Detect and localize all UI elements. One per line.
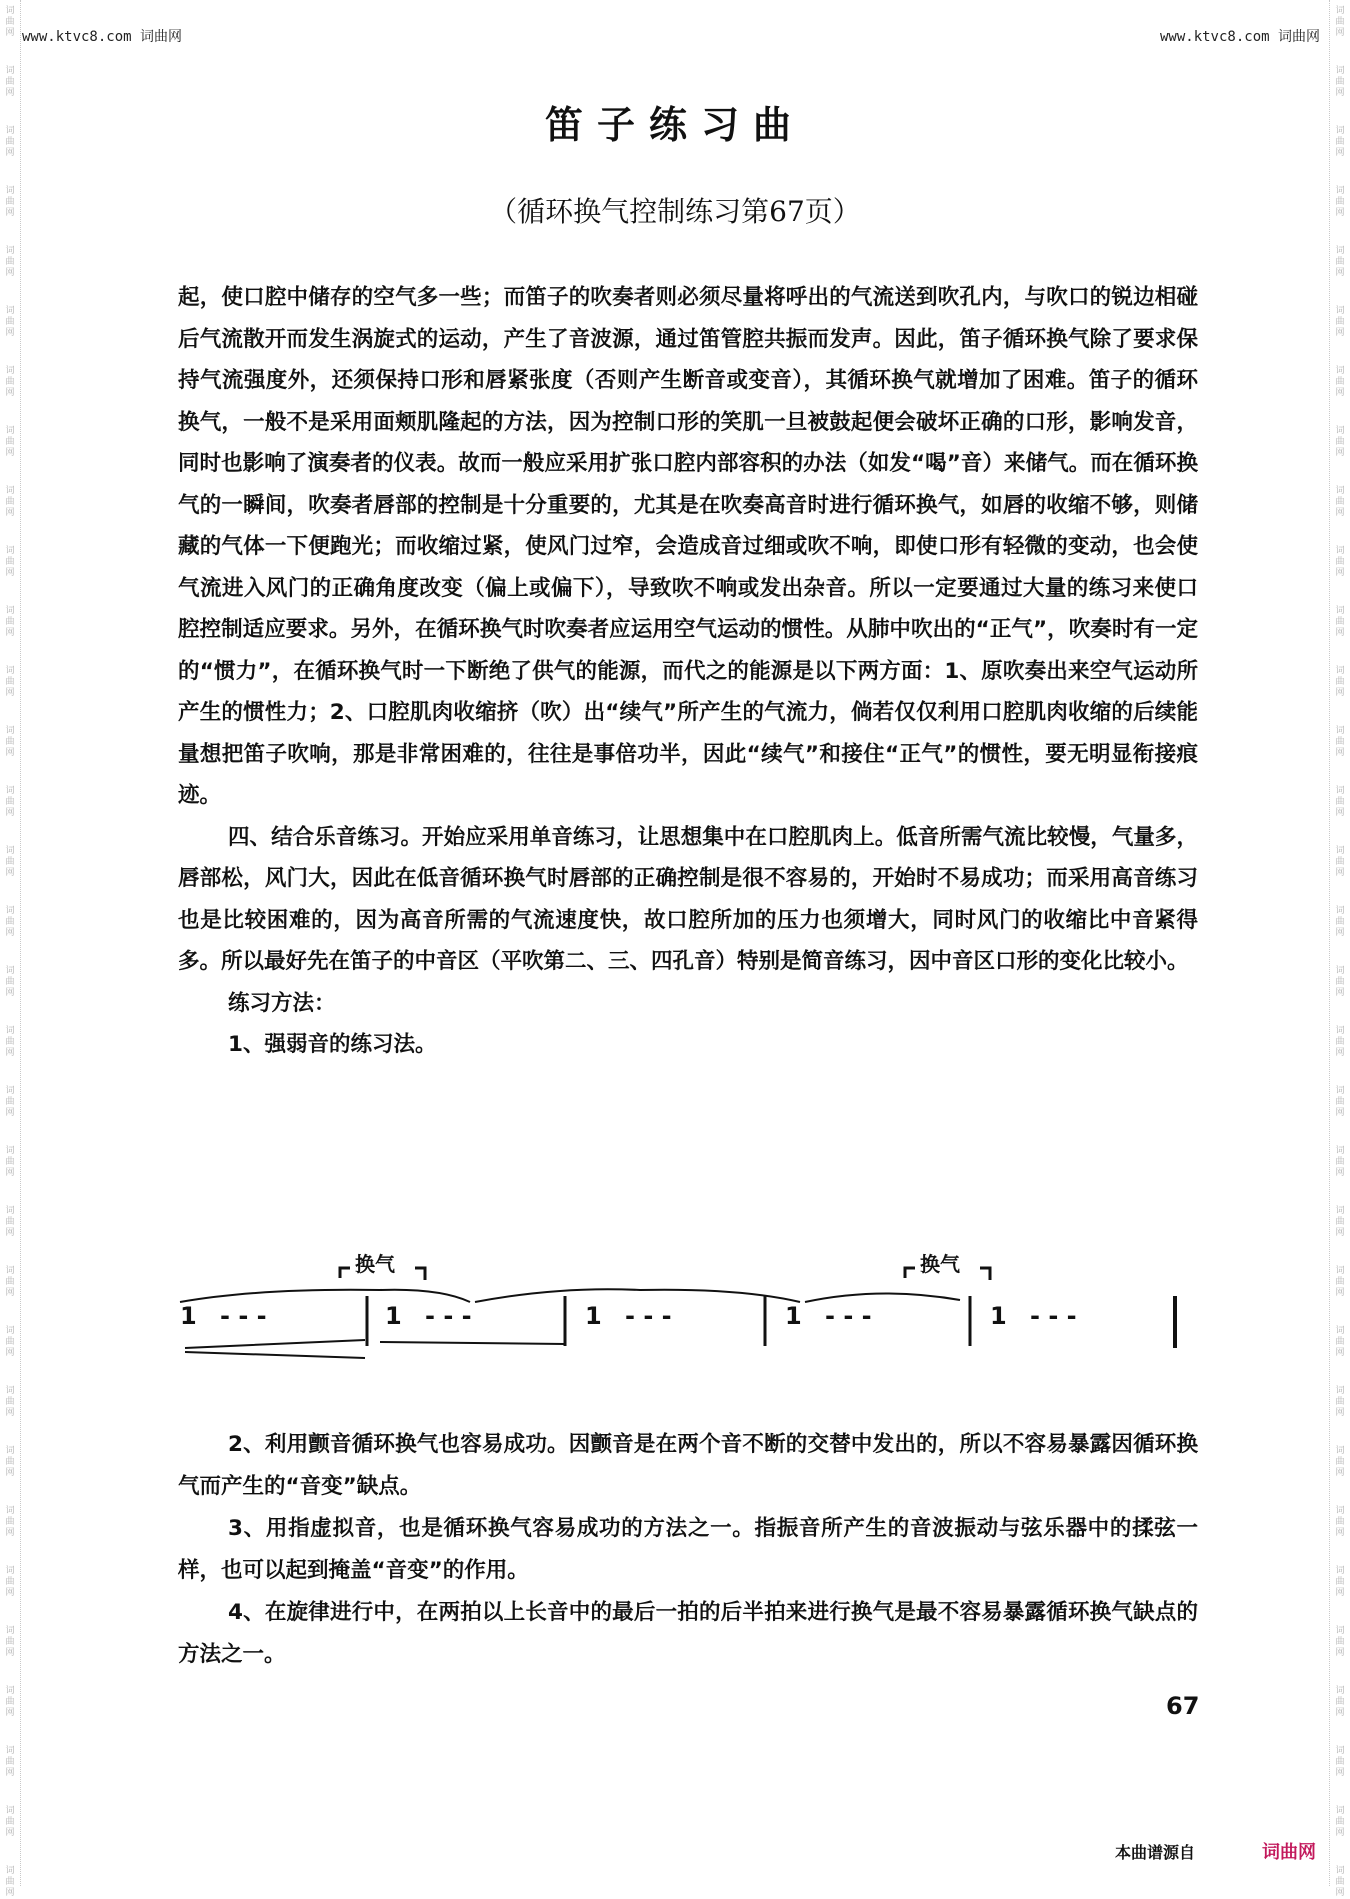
side-watermark-text: 词曲网 (5, 1746, 15, 1778)
side-watermark-text: 词曲网 (1335, 1026, 1345, 1058)
note-3: 1 (585, 1302, 602, 1330)
side-watermark-text: 词曲网 (1335, 1086, 1345, 1118)
left-watermark-strip (0, 0, 21, 1898)
side-watermark-text: 词曲网 (1335, 1266, 1345, 1298)
side-watermark-text: 词曲网 (5, 1866, 15, 1898)
side-watermark-text: 词曲网 (1335, 486, 1345, 518)
dashes-5: - - - (1030, 1302, 1077, 1330)
side-watermark-text: 词曲网 (1335, 1866, 1345, 1898)
side-watermark-text: 词曲网 (5, 1026, 15, 1058)
side-watermark-text: 词曲网 (5, 846, 15, 878)
paragraph-method-heading: 练习方法： (228, 990, 336, 1016)
side-watermark-text: 词曲网 (1335, 1446, 1345, 1478)
side-watermark-text: 词曲网 (5, 966, 15, 998)
side-watermark-text: 词曲网 (5, 6, 15, 38)
side-watermark-text: 词曲网 (5, 786, 15, 818)
header-left-url[interactable]: www.ktvc8.com 词曲网 (22, 29, 183, 45)
side-watermark-text: 词曲网 (5, 1386, 15, 1418)
side-watermark-text: 词曲网 (1335, 966, 1345, 998)
side-watermark-text: 词曲网 (5, 1086, 15, 1118)
dashes-1: - - - (220, 1302, 267, 1330)
side-watermark-text: 词曲网 (1335, 1506, 1345, 1538)
side-watermark-text: 词曲网 (5, 1686, 15, 1718)
dashes-3: - - - (625, 1302, 672, 1330)
side-watermark-text: 词曲网 (5, 1446, 15, 1478)
side-watermark-text: 词曲网 (1335, 846, 1345, 878)
paragraph-method-2: 2、利用颤音循环换气也容易成功。因颤音是在两个音不断的交替中发出的，所以不容易暴露因循环换气而产生的“音变”缺点。 (178, 1432, 1198, 1499)
side-watermark-text: 词曲网 (5, 186, 15, 218)
slur-3 (805, 1293, 960, 1302)
paragraph-method-1: 1、强弱音的练习法。 (228, 1032, 437, 1057)
side-watermark-text: 词曲网 (5, 906, 15, 938)
breath-bracket-right-1 (415, 1268, 425, 1280)
note-2: 1 (385, 1302, 402, 1330)
page-subtitle: （循环换气控制练习第67页） (489, 195, 861, 228)
paragraph-method-4: 4、在旋律进行中，在两拍以上长音中的最后一拍的后半拍来进行换气是最不容易暴露循环换气缺点的方法之一。 (178, 1600, 1198, 1667)
side-watermark-text: 词曲网 (1335, 246, 1345, 278)
breath-bracket-right-2 (980, 1268, 990, 1280)
breath-bracket-left-1 (340, 1268, 350, 1278)
side-watermark-text: 词曲网 (5, 1326, 15, 1358)
side-watermark-text: 词曲网 (1335, 126, 1345, 158)
footer-brand-link[interactable]: 词曲网 (1262, 1842, 1316, 1863)
side-watermark-text: 词曲网 (5, 1626, 15, 1658)
dashes-2: - - - (425, 1302, 472, 1330)
side-watermark-text: 词曲网 (1335, 6, 1345, 38)
side-watermark-text: 词曲网 (5, 486, 15, 518)
side-watermark-text: 词曲网 (1335, 546, 1345, 578)
note-5: 1 (990, 1302, 1007, 1330)
page-title: 笛子练习曲 (544, 102, 805, 147)
dynamic-line (380, 1342, 565, 1344)
breath-label-2: 换气 (920, 1252, 960, 1276)
side-watermark-text: 词曲网 (5, 306, 15, 338)
breath-label-1: 换气 (355, 1252, 395, 1276)
note-4: 1 (785, 1302, 802, 1330)
side-watermark-text: 词曲网 (5, 1566, 15, 1598)
right-watermark-strip (1329, 0, 1350, 1898)
side-watermark-text: 词曲网 (5, 606, 15, 638)
side-watermark-text: 词曲网 (1335, 1746, 1345, 1778)
paragraph-method-3: 3、用指虚拟音，也是循环换气容易成功的方法之一。指振音所产生的音波振动与弦乐器中的揉弦一样，也可以起到掩盖“音变”的作用。 (178, 1516, 1198, 1583)
side-watermark-text: 词曲网 (1335, 1626, 1345, 1658)
side-watermark-text: 词曲网 (5, 246, 15, 278)
side-watermark-text: 词曲网 (1335, 66, 1345, 98)
side-watermark-text: 词曲网 (1335, 306, 1345, 338)
side-watermark-text: 词曲网 (1335, 426, 1345, 458)
side-watermark-text: 词曲网 (5, 1806, 15, 1838)
side-watermark-text: 词曲网 (1335, 366, 1345, 398)
paragraph-2: 四、结合乐音练习。开始应采用单音练习，让思想集中在口腔肌肉上。低音所需气流比较慢，气量多，唇部松，风门大，因此在低音循环换气时唇部的正确控制是很不容易的，开始时不易成功；而采用高音练习也是比较困难的，因为高音所需的气流速度快，故口腔所加的压力也须增大，同时风门的收缩比中音紧得多。所以最好先在笛子的中音区（平吹第二、三、四孔音）特别是简音练习，因中音区口形的变化比较小。 (178, 824, 1198, 974)
side-watermark-text: 词曲网 (5, 366, 15, 398)
side-watermark-text: 词曲网 (1335, 1146, 1345, 1178)
side-watermark-text: 词曲网 (5, 426, 15, 458)
side-watermark-text: 词曲网 (5, 546, 15, 578)
side-watermark-text: 词曲网 (5, 66, 15, 98)
side-watermark-text: 词曲网 (5, 1266, 15, 1298)
side-watermark-text: 词曲网 (1335, 186, 1345, 218)
side-watermark-text: 词曲网 (5, 1146, 15, 1178)
slur-1 (180, 1290, 470, 1302)
paragraph-1: 起，使口腔中储存的空气多一些；而笛子的吹奏者则必须尽量将呼出的气流送到吹孔内，与吹口的锐边相碰后气流散开而发生涡旋式的运动，产生了音波源，通过笛管腔共振而发声。因此，笛子循环换气除了要求保持气流强度外，还须保持口形和唇紧张度（否则产生断音或变音），其循环换气就增加了困难。笛子的循环换气，一般不是采用面颊肌隆起的方法，因为控制口形的笑肌一旦被鼓起便会破坏正确的口形，影响发音，同时也影响了演奏者的仪表。故而一般应采用扩张口腔内部容积的办法（如发“喝”音）来储气。而在循环换气的一瞬间，吹奏者唇部的控制是十分重要的，尤其是在吹奏高音时进行循环换气，如唇的收缩不够，则储藏的气体一下便跑光；而收缩过紧，使风门过窄，会造成音过细或吹不响，即使口形有轻微的变动，也会使气流进入风门的正确角度改变（偏上或偏下），导致吹不响或发出杂音。所以一定要通过大量的练习来使口腔控制适应要求。另外，在循环换气时吹奏者应运用空气运动的惯性。从肺中吹出的“正气”，吹奏时有一定的“惯力”，在循环换气时一下断绝了供气的能源，而代之的能源是以下两方面：1、原吹奏出来空气运动所产生的惯性力；2、口腔肌肉收缩挤（吹）出“续气”所产生的气流力，倘若仅仅利用口腔肌肉收缩的后续能量想把笛子吹响，那是非常困难的，往往是事倍功半，因此“续气”和接住“正气”的惯性，要无明显衔接痕迹。 (178, 285, 1198, 808)
side-watermark-text: 词曲网 (1335, 606, 1345, 638)
side-watermark-text: 词曲网 (1335, 1566, 1345, 1598)
side-watermark-text: 词曲网 (5, 666, 15, 698)
dynamic-hairpin (185, 1340, 365, 1358)
notation-score (180, 1240, 1190, 1375)
side-watermark-text: 词曲网 (1335, 726, 1345, 758)
side-watermark-text: 词曲网 (1335, 786, 1345, 818)
side-watermark-text: 词曲网 (1335, 1326, 1345, 1358)
side-watermark-text: 词曲网 (1335, 1806, 1345, 1838)
lower-body (178, 1424, 1198, 1676)
header-right-url[interactable]: www.ktvc8.com 词曲网 (1159, 29, 1320, 45)
side-watermark-text: 词曲网 (1335, 666, 1345, 698)
side-watermark-text: 词曲网 (1335, 906, 1345, 938)
side-watermark-text: 词曲网 (1335, 1386, 1345, 1418)
side-watermark-text: 词曲网 (5, 1206, 15, 1238)
side-watermark-text: 词曲网 (5, 126, 15, 158)
breath-bracket-left-2 (905, 1268, 915, 1278)
side-watermark-text: 词曲网 (1335, 1206, 1345, 1238)
page-number: 67 (1166, 1692, 1200, 1720)
slur-2 (475, 1289, 800, 1302)
main-body (178, 277, 1198, 1066)
note-1: 1 (180, 1302, 197, 1330)
dashes-4: - - - (825, 1302, 872, 1330)
side-watermark-text: 词曲网 (5, 1506, 15, 1538)
footer-source-text: 本曲谱源自 (1115, 1843, 1196, 1862)
side-watermark-text: 词曲网 (5, 726, 15, 758)
side-watermark-text: 词曲网 (1335, 1686, 1345, 1718)
